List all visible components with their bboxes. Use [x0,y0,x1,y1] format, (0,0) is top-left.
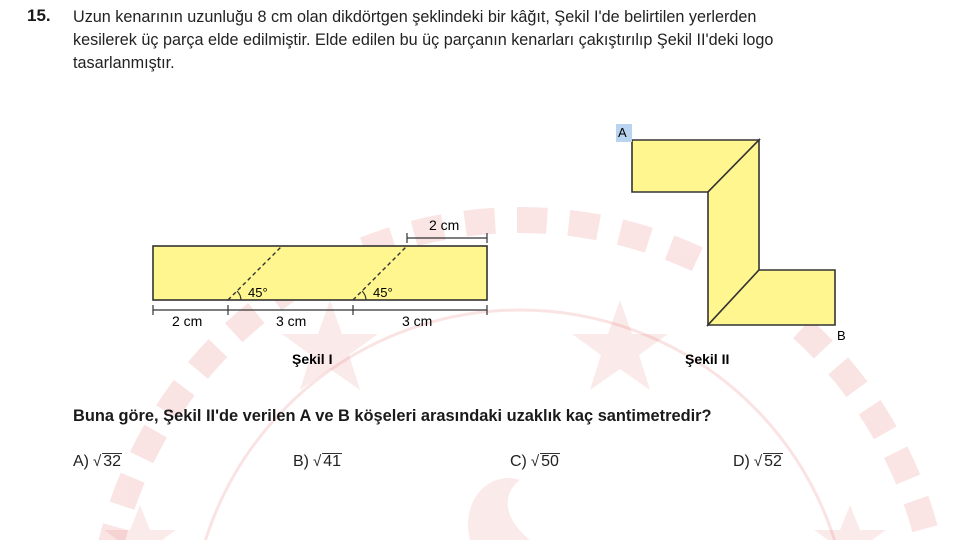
bottom-dimension-label: 3 cm [402,313,433,329]
top-dimension-label: 2 cm [429,217,460,233]
option-value: 41 [323,453,342,470]
figure-2-label: Şekil II [685,351,730,367]
sqrt-icon: √ [753,453,763,470]
point-a-label: A [618,125,627,140]
bottom-dimension-line [153,305,487,315]
question-line: kesilerek üç parça elde edilmiştir. Elde edilen bu üç parçanın kenarları çakıştırılıp Şekil II'deki logo [73,31,774,49]
option-value: 50 [541,453,559,470]
figure-1-label: Şekil I [292,351,333,367]
point-b-label: B [837,328,846,343]
option-letter: C) [510,453,527,470]
option-letter: A) [73,453,89,470]
option-value: 52 [764,453,782,470]
option-letter: D) [733,453,750,470]
sqrt-icon: √ [93,453,102,470]
question-line: Uzun kenarının uzunluğu 8 cm olan dikdörtgen şeklindeki bir kâğıt, Şekil I'de belirtilen yerlerden [73,8,757,26]
bottom-dimension-label: 2 cm [172,313,203,329]
question-number: 15. [27,6,51,25]
top-dimension-line [407,233,487,243]
sqrt-icon: √ [313,453,322,470]
angle-label: 45° [248,285,268,300]
sqrt-icon: √ [530,453,540,470]
option-letter: B) [293,453,309,470]
option-value: 32 [103,453,122,470]
angle-label: 45° [373,285,393,300]
bottom-dimension-label: 3 cm [276,313,307,329]
question-line: tasarlanmıştır. [73,54,175,72]
figure-1-rectangle [153,246,487,300]
figure-2-logo [632,140,835,325]
question-prompt: Buna göre, Şekil II'de verilen A ve B köşeleri arasındaki uzaklık kaç santimetredir? [73,407,712,425]
